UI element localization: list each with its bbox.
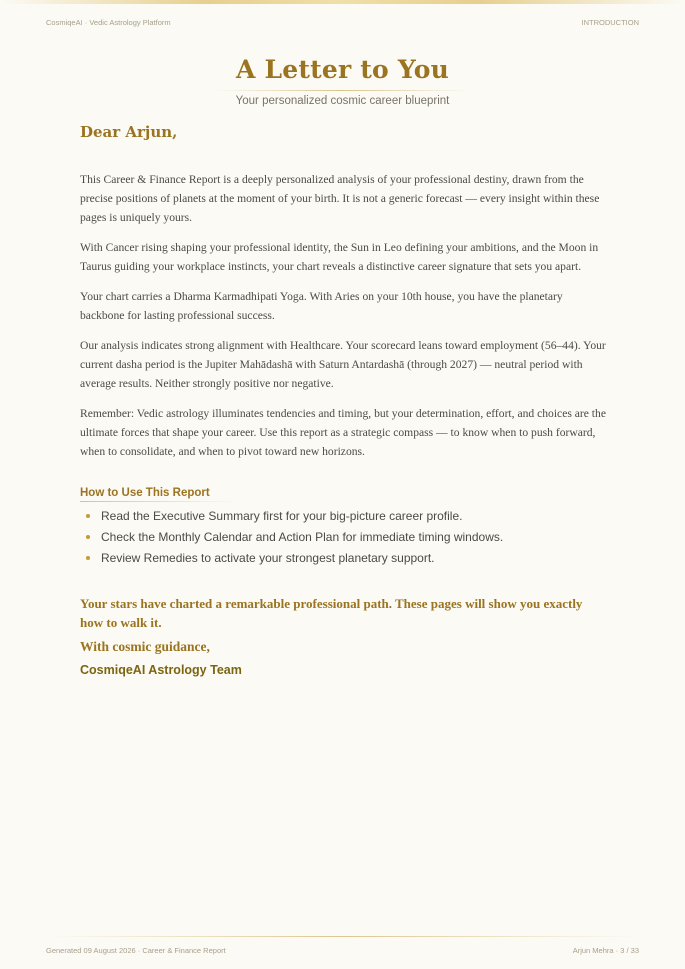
footer-divider [46, 936, 639, 937]
top-decorative-rule [0, 0, 685, 4]
list-item [86, 529, 503, 550]
closing-statement: Your stars have charted a remarkable professional path. These pages will show you exactly how to walk it. [80, 596, 583, 630]
paragraph: Remember: Vedic astrology illuminates tendencies and timing, but your determination, effort, and choices are the ultimate forces that shape your career. Use this report as a strategic compass — to know when to push forward, when to consolidate, and when to pivot toward new horizons. [80, 407, 606, 458]
header-brand: CosmiqeAI · Vedic Astrology Platform [46, 18, 171, 27]
signoff: With cosmic guidance, [80, 639, 210, 654]
paragraph: Your chart carries a Dharma Karmadhipati Yoga. With Aries on your 10th house, you have the planetary backbone for lasting professional success. [80, 290, 563, 322]
how-to-list [86, 508, 503, 571]
paragraph: With Cancer rising shaping your professional identity, the Sun in Leo defining your ambitions, and the Moon in Taurus guiding your workplace instincts, your chart reveals a distinctive career signature that sets you apart. [80, 241, 599, 273]
bullet-dot-icon [86, 514, 90, 518]
bullet-dot-icon [86, 556, 90, 560]
bullet-dot-icon [86, 535, 90, 539]
header-section-label: INTRODUCTION [581, 18, 639, 27]
title-divider [214, 90, 471, 91]
list-item-text: Review Remedies to activate your strongest planetary support. [101, 551, 435, 565]
paragraph: Our analysis indicates strong alignment with Healthcare. Your scorecard leans toward employment (56–44). Your current dasha period is the Jupiter Mahādashā with Saturn Antardashā (through 2027) — neutral period with average results. Neither strongly positive nor negative. [80, 339, 606, 390]
list-item-text: Check the Monthly Calendar and Action Plan for immediate timing windows. [101, 530, 504, 544]
list-item [86, 508, 503, 529]
page-title: A Letter to You [236, 55, 449, 84]
list-item [86, 550, 503, 571]
how-to-heading: How to Use This Report [80, 487, 210, 499]
footer-generated-info: Generated 09 August 2026 · Career & Finance Report [46, 946, 226, 955]
salutation: Dear Arjun, [80, 123, 178, 141]
how-to-underline [80, 501, 240, 502]
footer-page-number: Arjun Mehra · 3 / 33 [572, 946, 639, 955]
page-subtitle: Your personalized cosmic career blueprint [235, 95, 450, 107]
signature-team: CosmiqeAI Astrology Team [80, 663, 242, 677]
list-item-text: Read the Executive Summary first for your big-picture career profile. [101, 509, 463, 523]
paragraph: This Career & Finance Report is a deeply personalized analysis of your professional destiny, drawn from the precise positions of planets at the moment of your birth. It is not a generic forecast — every insight within these pages is uniquely yours. [80, 173, 600, 224]
letter-body [80, 170, 608, 472]
